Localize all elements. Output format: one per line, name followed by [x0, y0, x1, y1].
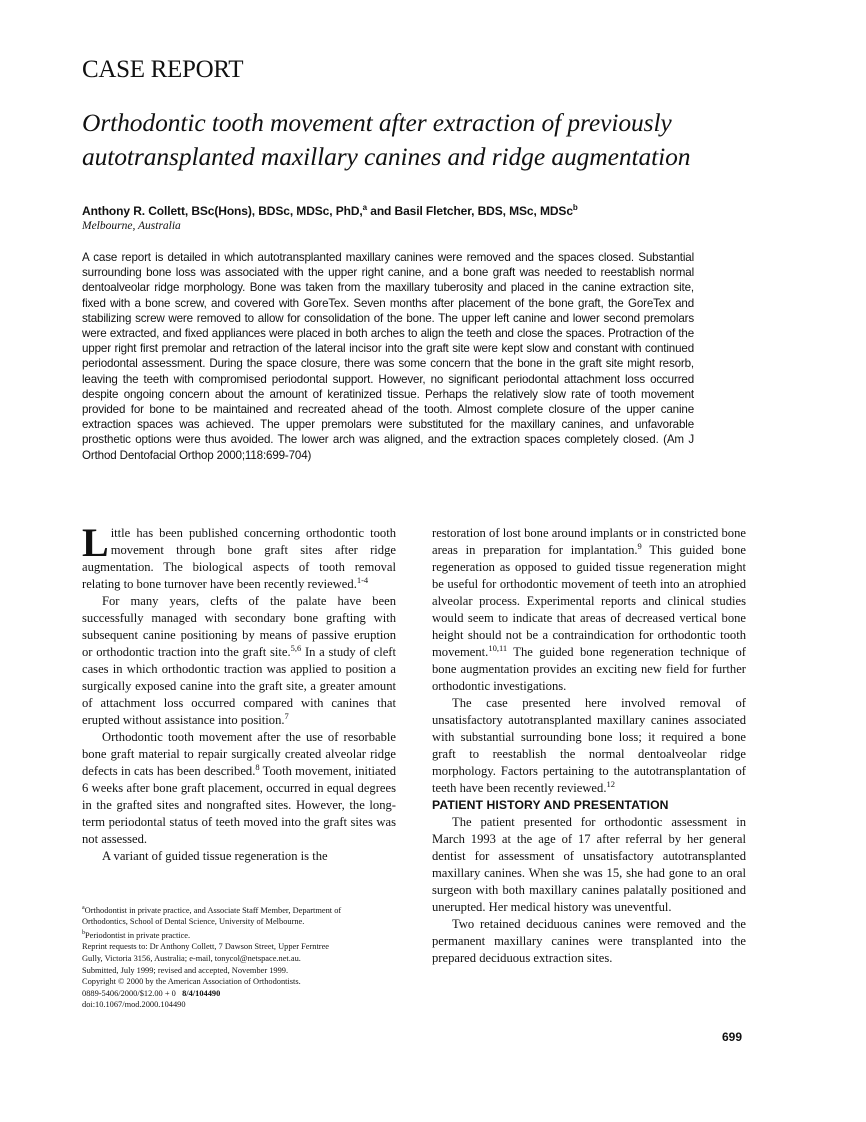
citation-ref: 5,6 — [290, 642, 302, 653]
issn: 0889-5406/2000/$12.00 + 0 — [82, 988, 176, 998]
paragraph-text: In a study of cleft cases in which orthodontic traction was applied to position a surgically exposed canine into the graft site, a greater amount of attachment loss occurred compared with canines that erupted without assistance into position. — [82, 645, 396, 727]
footnote-submitted: Submitted, July 1999; revised and accepted, November 1999. — [82, 965, 289, 975]
paragraph-text: Orthodontic tooth movement after the use of resorbable bone graft material to repair surgically created alveolar ridge defects in cats has been described. — [82, 730, 396, 778]
footnote-text: Orthodontist in private practice, and Associate Staff Member, Department of — [84, 905, 342, 915]
author-1-affiliation-mark: a — [362, 203, 368, 212]
abstract: A case report is detailed in which autotransplanted maxillary canines were removed and the spaces closed. Substantial surrounding bone loss was associated with the upper right canine, and a bone graft was needed to reestablish normal dentoalveolar ridge morphology. Bone was taken from the maxillary tuberosity and placed in the canine extraction site, fixed with a bone screw, and covered with GoreTex. Seven months after placement of the bone graft, the GoreTex and stabilizing screw were removed to allow for consolidation of the bone. The upper left canine and lower second premolars were extracted, and fixed appliances were placed in both arches to align the teeth and close the spaces. Protraction of the upper right first premolar and retraction of the lateral incisor into the graft site were kept slow and constant with continued periodontal assessment. During the space closure, there was some concern that the bone in the graft site might resorb, leaving the teeth with compromised periodontal support. However, no significant periodontal attachment loss occurred despite ongoing concern about the amount of keratinized tissue. Perhaps the relatively slow rate of tooth movement provided for bone to be maintained and recreated ahead of the tooth. Almost complete closure of the upper canine extraction spaces was achieved. The upper premolars were substituted for the maxillary canines, and unfavorable prosthetic options were thus avoided. The lower arch was aligned, and the extraction spaces completely closed. (Am J Orthod Dentofacial Orthop 2000;118:699-704) — [82, 251, 694, 462]
paragraph-text: A variant of guided tissue regeneration is the — [102, 849, 328, 863]
paragraph — [82, 593, 396, 729]
citation-ref: 8 — [255, 761, 260, 772]
paragraph — [82, 520, 396, 593]
citation-ref: 10,11 — [488, 642, 508, 653]
footnotes — [82, 903, 402, 1011]
paragraph-text: The case presented here involved removal of unsatisfactory autotransplanted maxillary canines associated with substantial surrounding bone loss; it required a bone graft to reestablish the normal dentoalveolar ridge morphology. Factors pertaining to the autotransplantation of teeth have been recently reviewed. — [432, 696, 746, 795]
citation-ref: 12 — [606, 778, 615, 789]
footnote-issn — [82, 988, 402, 1000]
page-number: 699 — [722, 1030, 743, 1044]
issn-code: 8/4/104490 — [182, 988, 221, 998]
paragraph-text: For many years, clefts of the palate have been successfully managed with secondary bone grafting with subsequent canine positioning by means of passive eruption or orthodontic traction into the graft site. — [82, 594, 396, 659]
author-2-affiliation-mark: b — [572, 203, 578, 212]
footnote-reprint: Reprint requests to: Dr Anthony Collett, 7 Dawson Street, Upper Ferntree — [82, 942, 330, 952]
paragraph-text: ittle has been published concerning orthodontic tooth movement through bone graft sites after ridge augmentation. The biological aspects of tooth removal relating to bone turnover have been recently reviewed. — [82, 526, 396, 591]
paragraph-text: This guided bone regeneration as opposed to guided tissue regeneration might be useful for orthodontic movement of teeth into an atrophied alveolar process. Experimental reports and clinical studies would seem to indicate that areas of decreased vertical bone height should not be a contraindication for orthodontic tooth movement. — [432, 543, 746, 659]
footnote-reprint-cont: Gully, Victoria 3156, Australia; e-mail, tonycol@netspace.net.au. — [82, 953, 301, 963]
article-title: Orthodontic tooth movement after extraction of previously autotransplanted maxillary canines and ridge augmentation — [82, 108, 691, 171]
footnote-mark: a — [82, 905, 85, 911]
drop-cap: L — [82, 520, 109, 565]
author-1: Anthony R. Collett, BSc(Hons), BDSc, MDSc, PhD, — [82, 204, 363, 218]
paragraph — [82, 848, 396, 865]
footnote-affiliation-a-cont: Orthodontics, School of Dental Science, University of Melbourne. — [82, 917, 305, 927]
paragraph-text: The patient presented for orthodontic assessment in March 1993 at the age of 17 after referral by her general dentist for assessment of unsatisfactory autotransplanted maxillary canines. When she was 15, she had gone to an oral surgeon with both maxillary canines palatally positioned and unerupted. Her medical history was uneventful. — [432, 815, 746, 914]
paragraph-text: Two retained deciduous canines were removed and the permanent maxillary canines were transplanted into the prepared deciduous extraction sites. — [432, 917, 746, 965]
footnote-mark: b — [82, 929, 85, 936]
paragraph — [432, 814, 746, 916]
author-2: and Basil Fletcher, BDS, MSc, MDSc — [367, 204, 573, 218]
footnote-affiliation-a — [82, 903, 402, 916]
paragraph — [82, 729, 396, 848]
paragraph-text: restoration of lost bone around implants or in constricted bone areas in preparation for implantation. — [432, 526, 746, 557]
paragraph — [432, 695, 746, 797]
footnote-affiliation-b — [82, 928, 402, 941]
citation-ref: 7 — [284, 710, 289, 721]
paragraph-text: Tooth movement, initiated 6 weeks after bone graft placement, occurred in equal degrees in the grafted sites and nongrafted sites. However, the long-term periodontal status of teeth moved into the graft sites was not assessed. — [82, 764, 396, 846]
citation-ref: 9 — [637, 540, 642, 551]
author-location: Melbourne, Australia — [82, 220, 181, 232]
paragraph-text: The guided bone regeneration technique of bone augmentation provides an exciting new field for further orthodontic investigations. — [432, 645, 746, 693]
body-column-right — [432, 525, 746, 967]
body-column-left — [82, 520, 396, 865]
citation-ref: 1-4 — [356, 574, 369, 585]
footnote-copyright: Copyright © 2000 by the American Association of Orthodontists. — [82, 977, 301, 987]
paragraph — [432, 525, 746, 695]
section-label: CASE REPORT — [82, 56, 244, 83]
author-line — [82, 203, 578, 218]
footnote-text: Periodontist in private practice. — [85, 930, 191, 940]
paragraph — [432, 916, 746, 967]
footnote-doi: doi:10.1067/mod.2000.104490 — [82, 1000, 186, 1010]
section-heading: PATIENT HISTORY AND PRESENTATION — [432, 798, 669, 812]
